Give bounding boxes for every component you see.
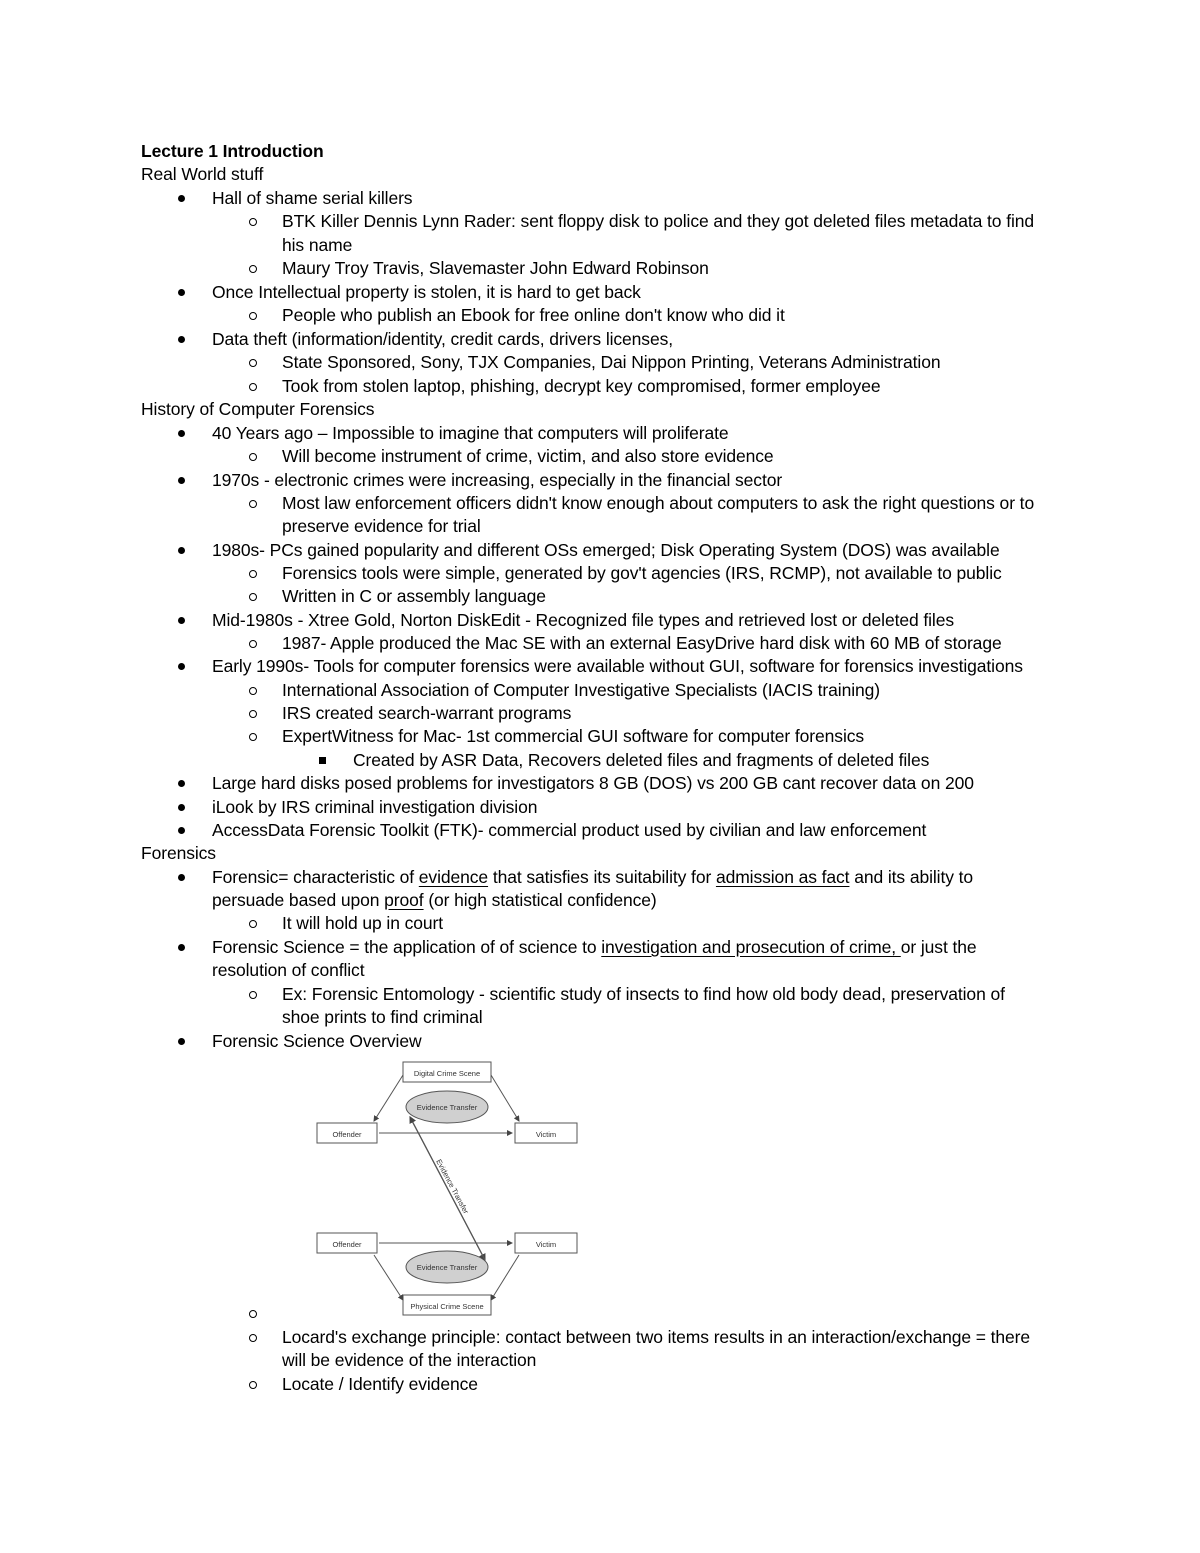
bullet-circle-icon	[249, 383, 257, 391]
bullet-circle-icon	[249, 265, 257, 273]
text-run: and its ability to	[849, 867, 974, 887]
evidence-transfer-bottom-label: Evidence Transfer	[416, 1263, 478, 1272]
text-run: Forensic= characteristic of	[212, 867, 419, 887]
list-item	[212, 866, 973, 889]
bullet-disc-icon	[178, 944, 185, 951]
bullet-disc-icon	[178, 547, 185, 554]
bullet-circle-icon	[249, 312, 257, 320]
bullet-disc-icon	[178, 289, 185, 296]
list-item-continuation: shoe prints to find criminal	[282, 1007, 483, 1027]
list-item: Written in C or assembly language	[282, 586, 546, 606]
section-heading-forensics: Forensics	[141, 843, 216, 863]
bullet-circle-icon	[249, 453, 257, 461]
list-item: Took from stolen laptop, phishing, decrypt key compromised, former employee	[282, 376, 881, 396]
list-item: Forensic Science Overview	[212, 1031, 422, 1051]
text-run: (or high statistical confidence)	[423, 890, 657, 910]
list-item: Forensics tools were simple, generated by gov't agencies (IRS, RCMP), not available to public	[282, 563, 1002, 583]
list-item: Locard's exchange principle: contact between two items results in an interaction/exchange = there	[282, 1327, 1031, 1347]
list-item: 40 Years ago – Impossible to imagine that computers will proliferate	[212, 423, 729, 443]
bullet-circle-icon	[249, 710, 257, 718]
bullet-disc-icon	[178, 195, 185, 202]
bullet-circle-icon	[249, 359, 257, 367]
underlined-term: admission as fact	[715, 867, 850, 887]
list-item: Maury Troy Travis, Slavemaster John Edward Robinson	[282, 258, 709, 278]
bullet-circle-icon	[249, 733, 257, 741]
list-item: 1970s - electronic crimes were increasing, especially in the financial sector	[212, 470, 783, 490]
digital-crime-scene-label: Digital Crime Scene	[413, 1069, 481, 1078]
underlined-term: proof	[384, 890, 424, 910]
bullet-circle-icon	[249, 593, 257, 601]
list-item: 1987- Apple produced the Mac SE with an external EasyDrive hard disk with 60 MB of storage	[282, 633, 1002, 653]
list-item-continuation: preserve evidence for trial	[282, 516, 481, 536]
list-item: 1980s- PCs gained popularity and different OSs emerged; Disk Operating System (DOS) was available	[212, 540, 1000, 560]
list-item: ExpertWitness for Mac- 1st commercial GUI software for computer forensics	[282, 726, 865, 746]
bullet-disc-icon	[178, 804, 185, 811]
bullet-disc-icon	[178, 663, 185, 670]
list-item: Large hard disks posed problems for investigators 8 GB (DOS) vs 200 GB cant recover data on 200	[212, 773, 974, 793]
list-item-continuation: resolution of conflict	[212, 960, 365, 980]
offender-bottom-label: Offender	[332, 1240, 362, 1249]
bullet-square-icon	[319, 757, 326, 764]
bullet-circle-icon	[249, 920, 257, 928]
bullet-disc-icon	[178, 617, 185, 624]
bullet-disc-icon	[178, 1038, 185, 1045]
list-item: It will hold up in court	[282, 913, 444, 933]
evidence-transfer-top-label: Evidence Transfer	[416, 1103, 478, 1112]
bullet-circle-icon	[249, 500, 257, 508]
bullet-circle-icon	[249, 1381, 257, 1389]
bullet-circle-icon	[249, 218, 257, 226]
text-run: or just the	[900, 937, 977, 957]
list-item: Ex: Forensic Entomology - scientific study of insects to find how old body dead, preservation of	[282, 984, 1005, 1004]
list-item: BTK Killer Dennis Lynn Rader: sent floppy disk to police and they got deleted files metadata to find	[282, 211, 1035, 231]
list-item: Early 1990s- Tools for computer forensics were available without GUI, software for forensics investigations	[212, 656, 1023, 676]
list-item: Created by ASR Data, Recovers deleted files and fragments of deleted files	[353, 750, 930, 770]
bullet-circle-icon	[249, 1334, 257, 1342]
list-item: Hall of shame serial killers	[212, 188, 413, 208]
text-run: persuade based upon	[212, 890, 385, 910]
physical-crime-scene-label: Physical Crime Scene	[410, 1302, 484, 1311]
bullet-disc-icon	[178, 874, 185, 881]
list-item-continuation: will be evidence of the interaction	[282, 1350, 537, 1370]
list-item-continuation	[212, 889, 657, 912]
text-run: Forensic Science = the application of of science to	[212, 937, 602, 957]
list-item: International Association of Computer Investigative Specialists (IACIS training)	[282, 680, 880, 700]
bullet-circle-icon	[249, 1310, 257, 1318]
text-run: that satisfies its suitability for	[488, 867, 716, 887]
section-heading-real-world: Real World stuff	[141, 164, 264, 184]
underlined-term: investigation and prosecution of crime,	[601, 937, 901, 957]
victim-bottom-label: Victim	[535, 1240, 557, 1249]
bullet-disc-icon	[178, 477, 185, 484]
list-item: Most law enforcement officers didn't know enough about computers to ask the right questions or to	[282, 493, 1035, 513]
bullet-disc-icon	[178, 827, 185, 834]
list-item: People who publish an Ebook for free online don't know who did it	[282, 305, 785, 325]
list-item: iLook by IRS criminal investigation division	[212, 797, 538, 817]
list-item: Will become instrument of crime, victim, and also store evidence	[282, 446, 774, 466]
page-title: Lecture 1 Introduction	[141, 141, 324, 161]
offender-top-label: Offender	[332, 1130, 362, 1139]
bullet-circle-icon	[249, 640, 257, 648]
list-item: Locate / Identify evidence	[282, 1374, 478, 1394]
list-item	[212, 936, 977, 959]
list-item: Mid-1980s - Xtree Gold, Norton DiskEdit - Recognized file types and retrieved lost or deleted files	[212, 610, 954, 630]
list-item: Once Intellectual property is stolen, it is hard to get back	[212, 282, 641, 302]
victim-top-label: Victim	[535, 1130, 557, 1139]
list-item: AccessData Forensic Toolkit (FTK)- commercial product used by civilian and law enforcement	[212, 820, 927, 840]
section-heading-history: History of Computer Forensics	[141, 399, 375, 419]
bullet-disc-icon	[178, 430, 185, 437]
diagonal-evidence-transfer-label: Evidence Transfer	[434, 1157, 471, 1216]
bullet-disc-icon	[178, 780, 185, 787]
forensic-science-overview-diagram	[300, 1055, 590, 1320]
bullet-circle-icon	[249, 687, 257, 695]
bullet-circle-icon	[249, 570, 257, 578]
list-item: State Sponsored, Sony, TJX Companies, Dai Nippon Printing, Veterans Administration	[282, 352, 941, 372]
bullet-disc-icon	[178, 336, 185, 343]
list-item-continuation: his name	[282, 235, 353, 255]
list-item: IRS created search-warrant programs	[282, 703, 572, 723]
underlined-term: evidence	[418, 867, 489, 887]
bullet-circle-icon	[249, 991, 257, 999]
list-item: Data theft (information/identity, credit cards, drivers licenses,	[212, 329, 674, 349]
